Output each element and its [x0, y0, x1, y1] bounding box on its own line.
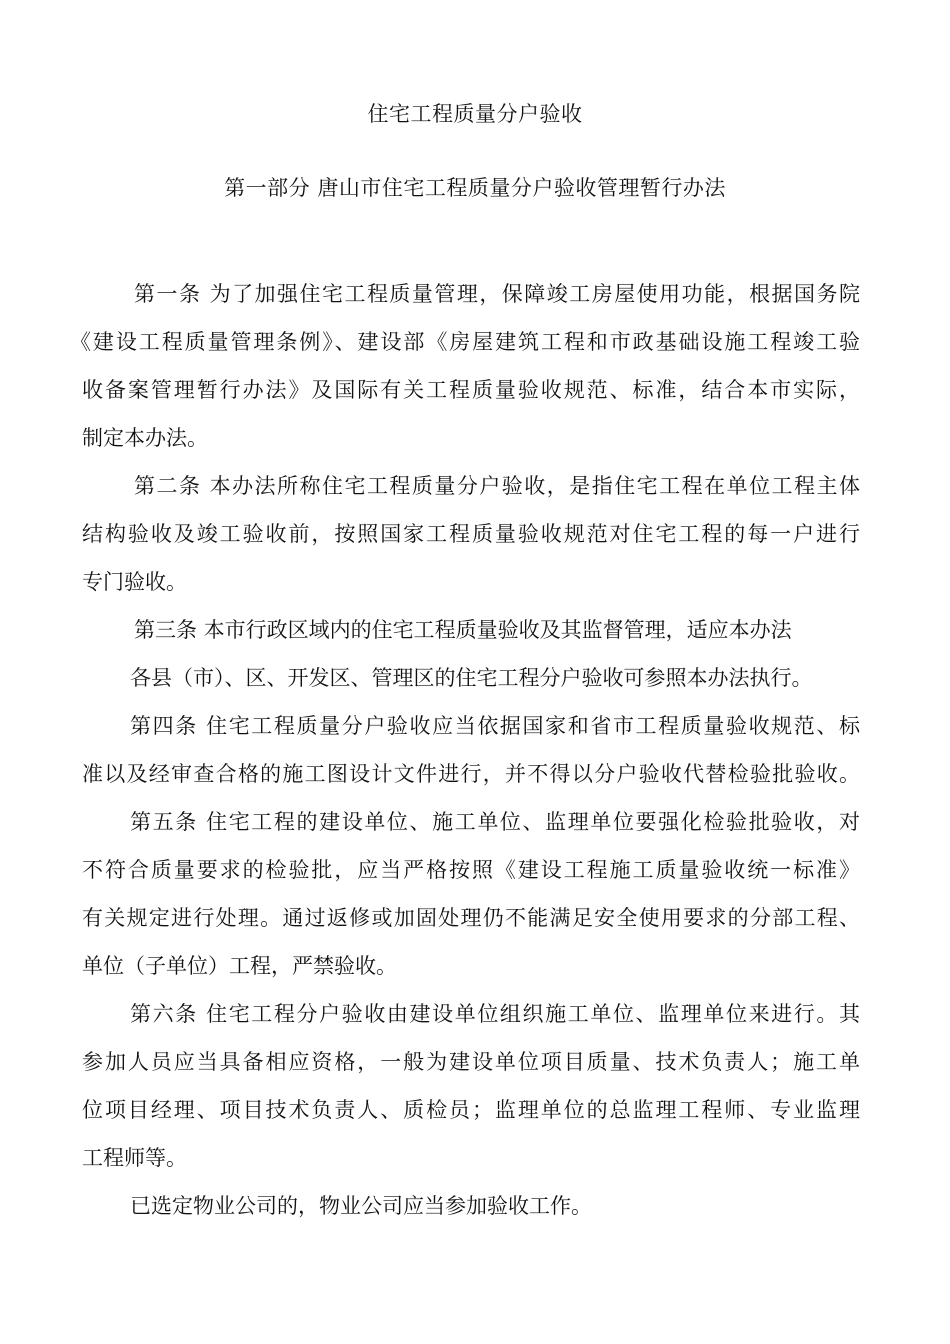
text-line: 结构验收及竣工验收前，按照国家工程质量验收规范对住宅工程的每一户进行	[82, 522, 860, 546]
text-line: 第二条 本办法所称住宅工程质量分户验收，是指住宅工程在单位工程主体	[134, 474, 860, 498]
text-line: 第三条 本市行政区域内的住宅工程质量验收及其监督管理，适应本办法	[134, 618, 792, 642]
text-line: 收备案管理暂行办法》及国际有关工程质量验收规范、标准，结合本市实际，	[82, 378, 860, 402]
text-line: 《建设工程质量管理条例》、建设部《房屋建筑工程和市政基础设施工程竣工验	[70, 330, 860, 354]
text-line: 参加人员应当具备相应资格，一般为建设单位项目质量、技术负责人；施工单	[82, 1050, 860, 1074]
text-line: 已选定物业公司的，物业公司应当参加验收工作。	[130, 1194, 592, 1218]
text-line: 第六条 住宅工程分户验收由建设单位组织施工单位、监理单位来进行。其	[130, 1002, 860, 1026]
text-line: 不符合质量要求的检验批，应当严格按照《建设工程施工质量验收统一标准》	[82, 858, 860, 882]
document-subtitle: 第一部分 唐山市住宅工程质量分户验收管理暂行办法	[224, 176, 726, 200]
text-line: 单位（子单位）工程，严禁验收。	[82, 954, 397, 978]
text-line: 专门验收。	[82, 570, 187, 594]
text-line: 第五条 住宅工程的建设单位、施工单位、监理单位要强化检验批验收，对	[130, 810, 860, 834]
text-line: 制定本办法。	[82, 426, 208, 450]
text-line: 位项目经理、项目技术负责人、质检员；监理单位的总监理工程师、专业监理	[82, 1098, 860, 1122]
text-line: 工程师等。	[82, 1146, 187, 1170]
text-line: 准以及经审查合格的施工图设计文件进行，并不得以分户验收代替检验批验收。	[82, 762, 860, 786]
document-title: 住宅工程质量分户验收	[367, 102, 583, 126]
text-line: 各县（市）、区、开发区、管理区的住宅工程分户验收可参照本办法执行。	[130, 666, 813, 690]
document-body	[70, 270, 860, 1230]
text-line: 有关规定进行处理。通过返修或加固处理仍不能满足安全使用要求的分部工程、	[82, 906, 860, 930]
text-line: 第一条 为了加强住宅工程质量管理，保障竣工房屋使用功能，根据国务院	[134, 282, 860, 306]
text-line: 第四条 住宅工程质量分户验收应当依据国家和省市工程质量验收规范、标	[130, 714, 860, 738]
